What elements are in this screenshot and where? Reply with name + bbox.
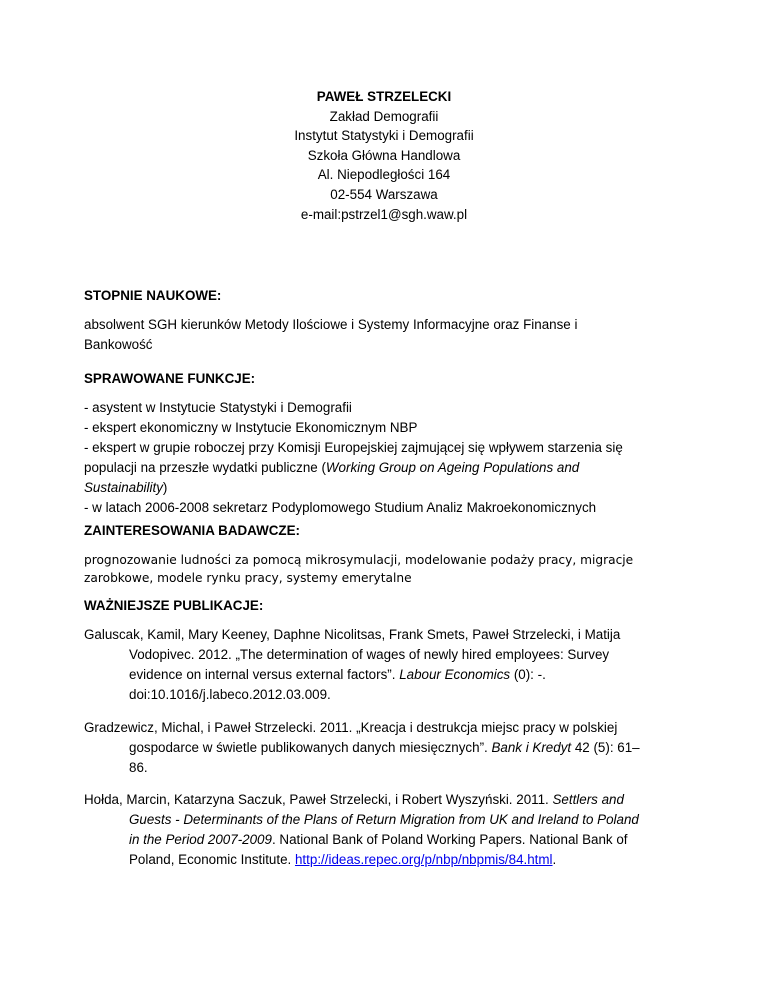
publication-entry: [84, 718, 684, 778]
text-run: . National Bank of Poland Working Papers. National Bank of: [271, 832, 628, 847]
text-line: Galuscak, Kamil, Mary Keeney, Daphne Nicolitsas, Frank Smets, Paweł Strzelecki, i Matija: [84, 627, 621, 642]
paper-title: Settlers and: [552, 792, 624, 807]
degrees-text: [84, 315, 684, 355]
text-line: - asystent w Instytucie Statystyki i Demografii: [84, 400, 352, 415]
journal-title: Labour Economics: [399, 667, 511, 682]
paper-title: Guests - Determinants of the Plans of Return Migration from UK and Ireland to Poland: [129, 812, 639, 827]
text-line: prognozowanie ludności za pomocą mikrosymulacji, modelowanie podaży pracy, migracje: [84, 553, 634, 567]
header-line: 02-554 Warszawa: [330, 186, 438, 202]
text-line: [84, 830, 684, 850]
interests-heading: ZAINTERESOWANIA BADAWCZE:: [84, 523, 300, 538]
interests-text: [84, 551, 684, 587]
header-line: Zakład Demografii: [329, 108, 439, 124]
text-run: evidence on internal versus external factors”.: [129, 667, 400, 682]
publications-heading: WAŻNIEJSZE PUBLIKACJE:: [84, 598, 264, 613]
email-line: e-mail:pstrzel1@sgh.waw.pl: [300, 206, 468, 222]
text-line: - ekspert w grupie roboczej przy Komisji Europejskiej zajmującej się wpływem starzenia się: [84, 440, 623, 455]
text-line: Gradzewicz, Michal, i Paweł Strzelecki. 2011. „Kreacja i destrukcja miejsc pracy w polskiej: [84, 720, 618, 735]
text-run: Hołda, Marcin, Katarzyna Saczuk, Paweł Strzelecki, i Robert Wyszyński. 2011.: [84, 792, 553, 807]
text-run: Poland, Economic Institute.: [129, 852, 295, 867]
functions-text: [84, 398, 684, 518]
header-line: Szkoła Główna Handlowa: [307, 147, 461, 163]
publication-entry: [84, 625, 684, 705]
repec-link[interactable]: http://ideas.repec.org/p/nbp/nbpmis/84.html: [294, 852, 553, 867]
text-line: [84, 850, 684, 870]
text-line: [84, 458, 684, 478]
author-name: PAWEŁ STRZELECKI: [316, 89, 452, 104]
text-line: absolwent SGH kierunków Metody Ilościowe i Systemy Informacyjne oraz Finanse i: [84, 317, 578, 332]
header-line: Instytut Statystyki i Demografii: [294, 128, 474, 144]
italic-text: Sustainability: [84, 480, 163, 495]
text-line: [84, 478, 684, 498]
header-line: Al. Niepodległości 164: [317, 167, 451, 183]
text-line: zarobkowe, modele rynku pracy, systemy emerytalne: [84, 571, 412, 585]
paper-title: in the Period 2007-2009: [129, 832, 272, 847]
text-line: [84, 665, 684, 685]
text-run: populacji na przeszłe wydatki publiczne (: [84, 460, 326, 475]
italic-text: Working Group on Ageing Populations and: [325, 460, 580, 475]
functions-heading: SPRAWOWANE FUNKCJE:: [84, 371, 256, 386]
text-run: gospodarce w świetle publikowanych danych miesięcznych”.: [129, 740, 492, 755]
degrees-heading: STOPNIE NAUKOWE:: [84, 288, 222, 303]
text-line: Vodopivec. 2012. „The determination of wages of newly hired employees: Survey: [129, 647, 610, 662]
text-line: doi:10.1016/j.labeco.2012.03.009.: [129, 687, 331, 702]
text-run: 42 (5): 61–: [571, 740, 640, 755]
text-line: 86.: [129, 760, 148, 775]
text-run: .: [552, 852, 557, 867]
author-header: [0, 87, 768, 224]
text-run: (0): -.: [510, 667, 546, 682]
text-line: [84, 790, 684, 810]
text-line: - w latach 2006-2008 sekretarz Podyplomowego Studium Analiz Makroekonomicznych: [84, 500, 597, 515]
text-line: - ekspert ekonomiczny w Instytucie Ekonomicznym NBP: [84, 420, 418, 435]
text-run: ): [162, 480, 168, 495]
publication-entry: [84, 790, 684, 870]
journal-title: Bank i Kredyt: [491, 740, 572, 755]
text-line: [84, 738, 684, 758]
text-line: Bankowość: [84, 337, 153, 352]
